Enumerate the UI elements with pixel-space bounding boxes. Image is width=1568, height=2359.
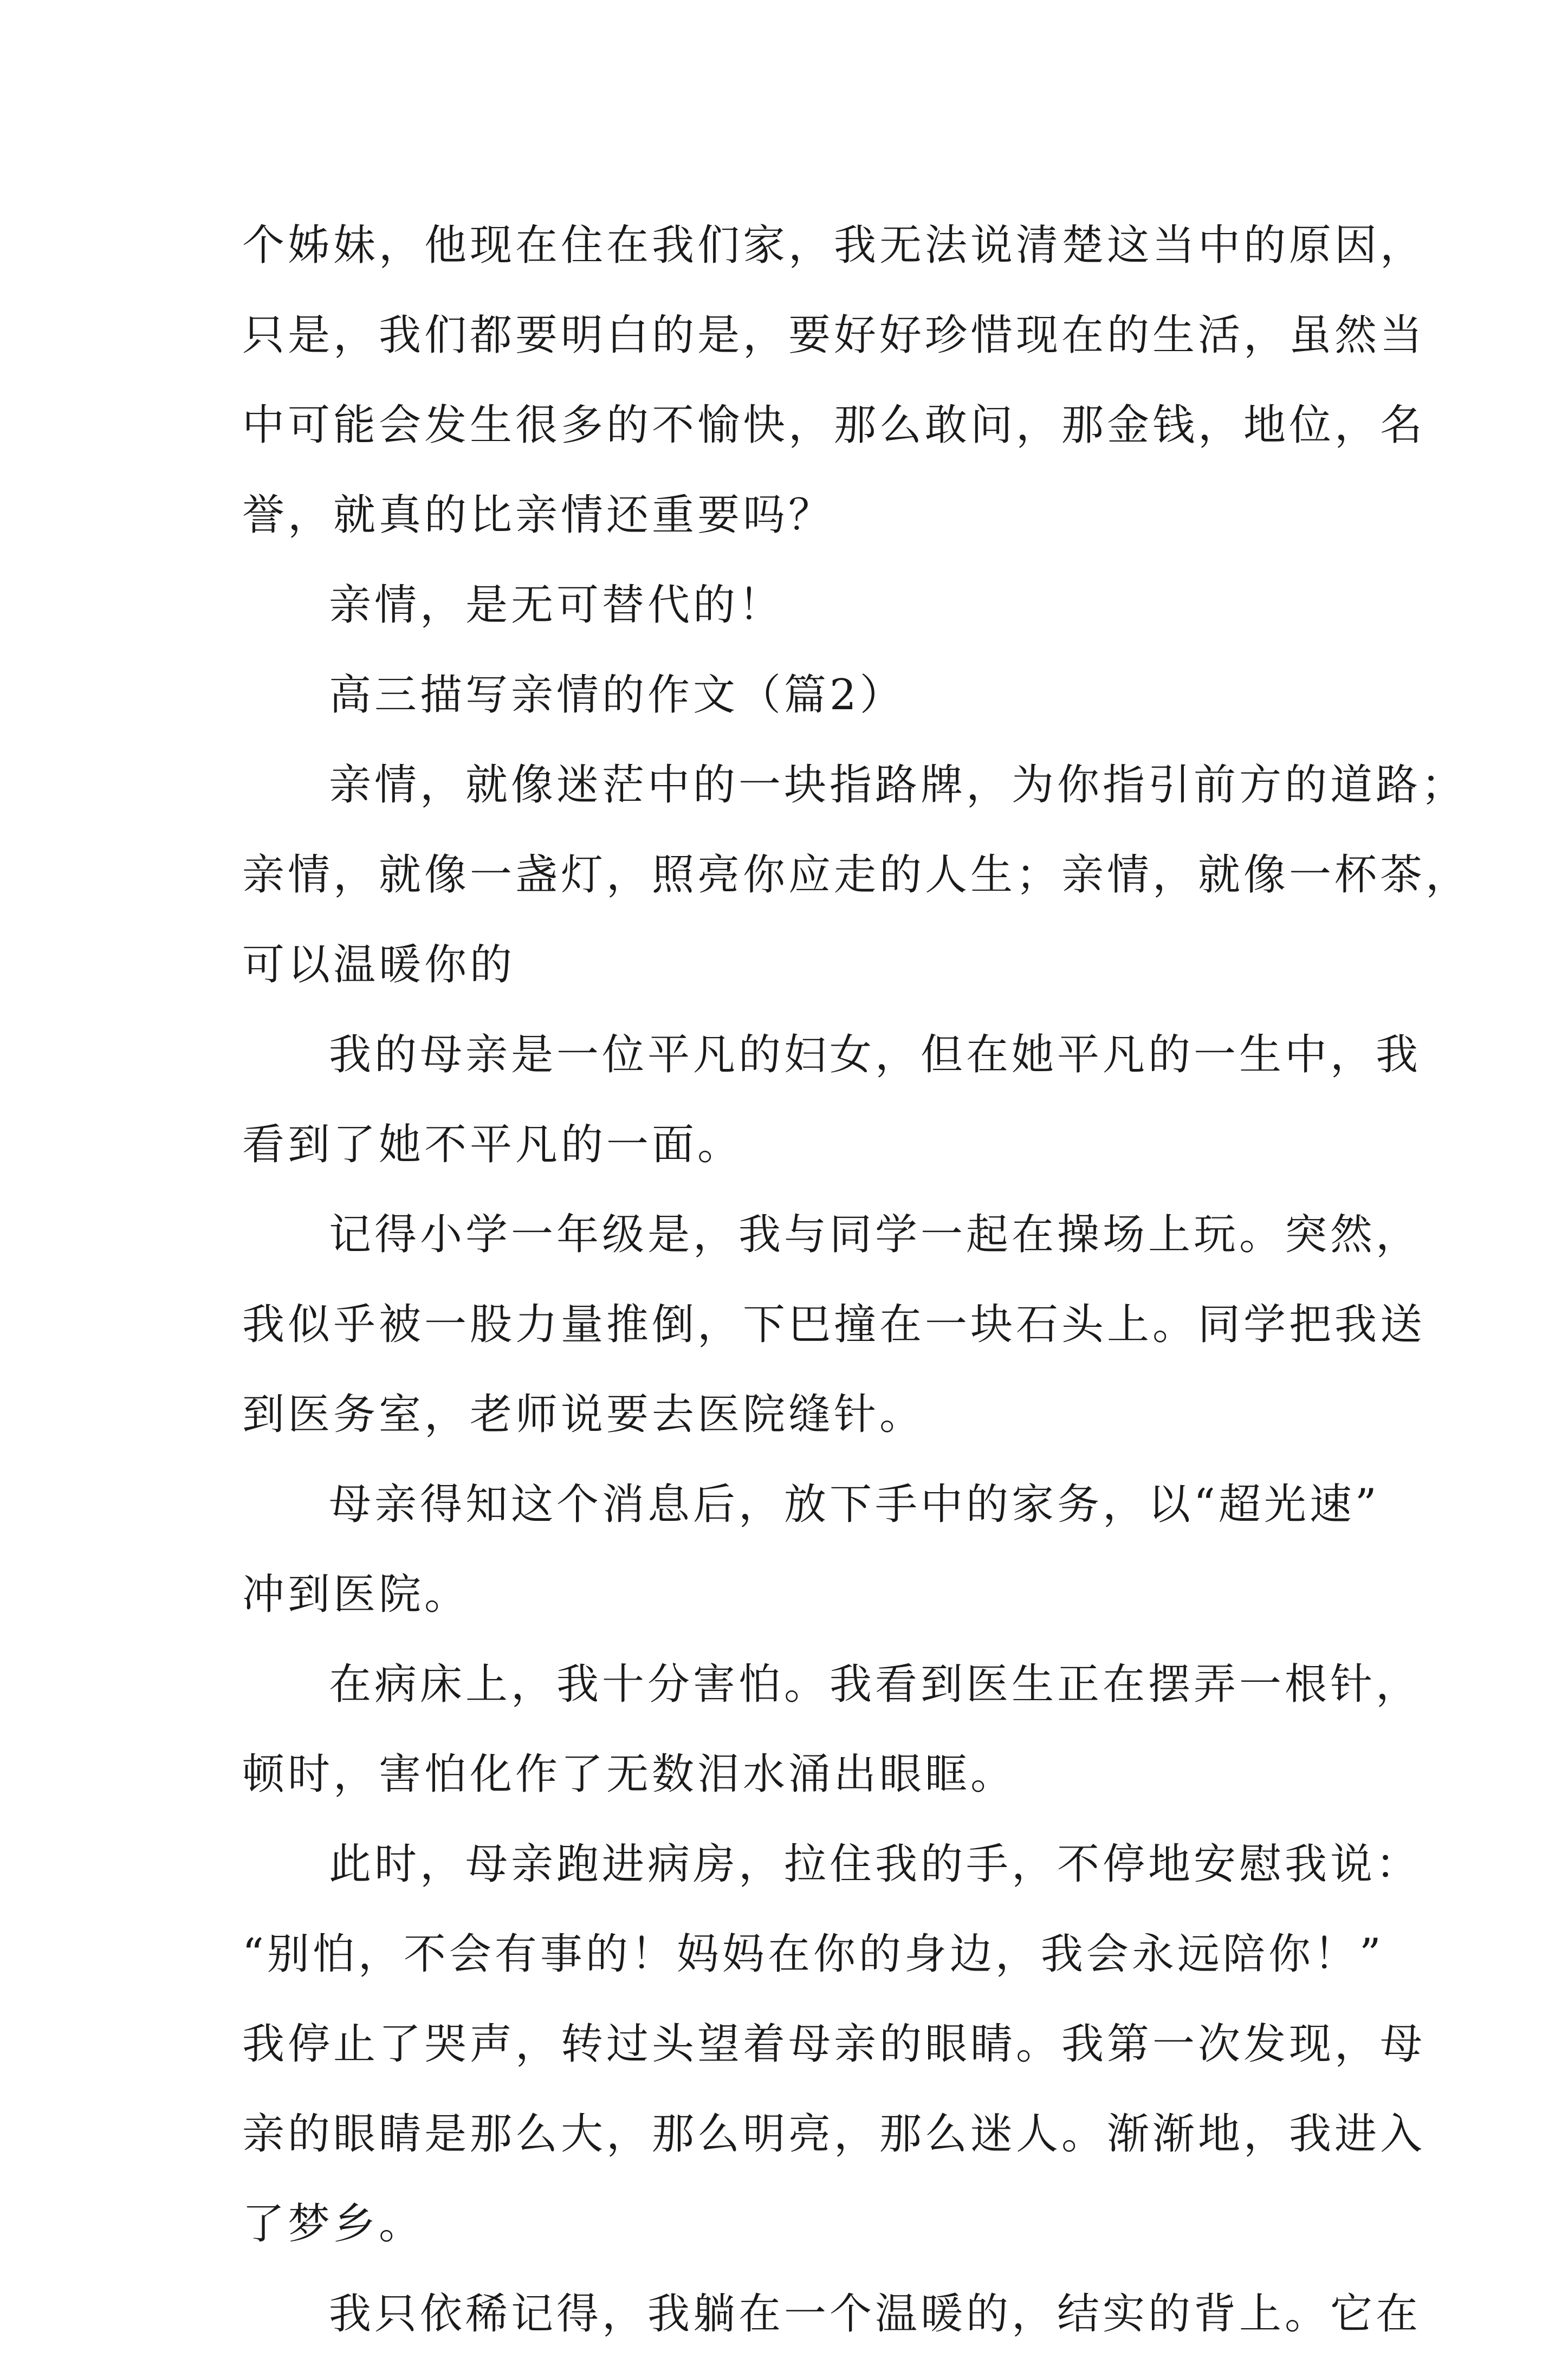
text-line: 冲到医院。 [242,1570,470,1619]
text-line: 我的母亲是一位平凡的妇女，但在她平凡的一生中，我 [329,1031,1422,1079]
text-line: 个姊妹，他现在住在我们家，我无法说清楚这当中的原因， [242,221,1426,270]
text-line: 记得小学一年级是，我与同学一起在操场上玩。突然， [329,1210,1422,1259]
text-line: 顿时，害怕化作了无数泪水涌出眼眶。 [242,1750,1016,1799]
text-line: 此时，母亲跑进病房，拉住我的手，不停地安慰我说： [329,1840,1422,1889]
text-line: 我停止了哭声，转过头望着母亲的眼睛。我第一次发现，母 [242,2020,1426,2069]
text-line: 我似乎被一股力量推倒，下巴撞在一块石头上。同学把我送 [242,1300,1426,1349]
text-line: 亲的眼睛是那么大，那么明亮，那么迷人。渐渐地，我进入 [242,2110,1426,2159]
text-line: 看到了她不平凡的一面。 [242,1120,743,1169]
text-line: 了梦乡。 [242,2200,425,2248]
text-line: 我只依稀记得，我躺在一个温暖的，结实的背上。它在 [329,2290,1422,2338]
text-line: 亲情，就像一盏灯，照亮你应走的人生；亲情，就像一杯茶， [242,851,1472,899]
text-line: 可以温暖你的 [242,941,516,989]
text-line: 中可能会发生很多的不愉快，那么敢问，那金钱，地位，名 [242,401,1426,450]
text-line: 只是，我们都要明白的是，要好好珍惜现在的生活，虽然当 [242,311,1426,360]
text-line: 亲情，是无可替代的！ [329,581,785,630]
section-heading: 高三描写亲情的作文（篇2） [329,671,905,720]
text-line: “别怕，不会有事的！妈妈在你的身边，我会永远陪你！” [242,1930,1384,1979]
text-line: 母亲得知这个消息后，放下手中的家务，以“超光速” [329,1480,1380,1529]
text-line: 到医务室，老师说要去医院缝针。 [242,1390,925,1439]
text-line: 亲情，就像迷茫中的一块指路牌，为你指引前方的道路； [329,761,1467,809]
document-body [242,200,1472,2359]
text-line: 誉，就真的比亲情还重要吗？ [242,491,834,540]
text-line: 在病床上，我十分害怕。我看到医生正在摆弄一根针， [329,1660,1422,1709]
